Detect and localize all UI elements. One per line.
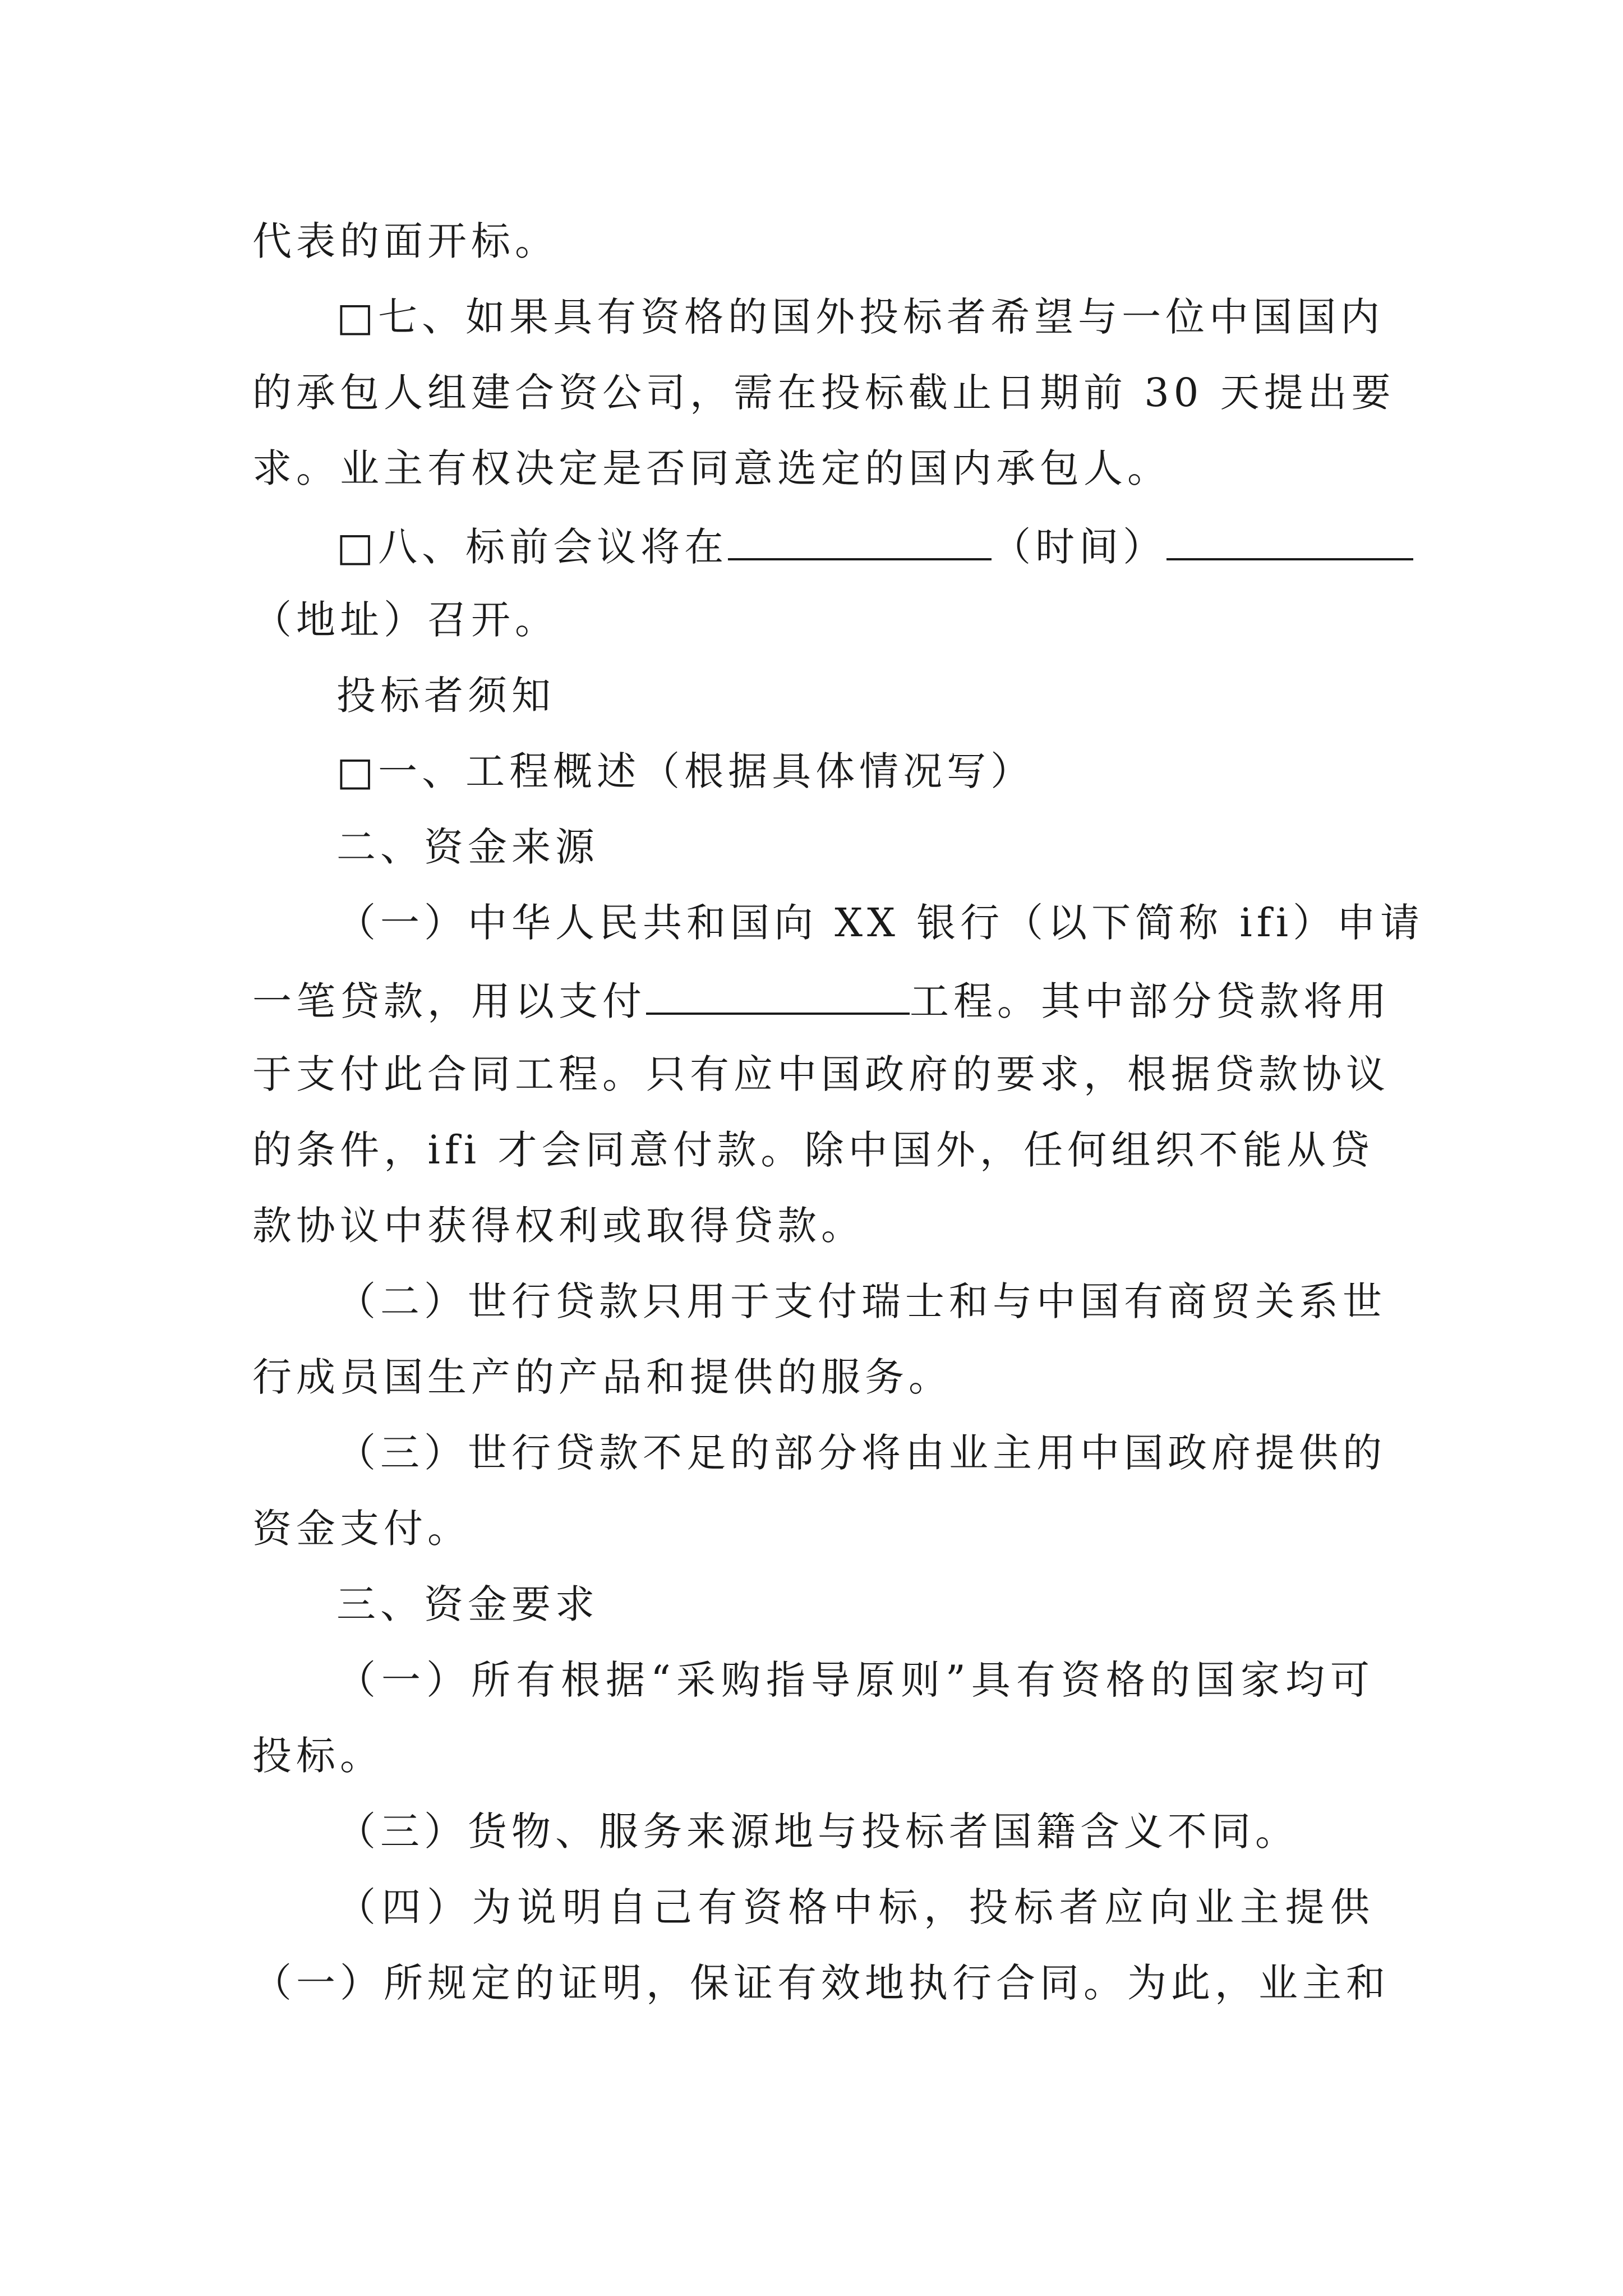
payment-prefix: 一笔贷款，用以支付 <box>252 978 646 1024</box>
section-heading-funding-source: 二、资金来源 <box>336 824 599 870</box>
address-blank-line <box>1166 519 1413 560</box>
paragraph-eight-prefix: □八、标前会议将在 <box>336 524 728 570</box>
funding-source-para-1-line-4: 的条件，ifi 才会同意付款。除中国外，任何组织不能从贷 <box>252 1127 1374 1173</box>
funding-source-para-1-line-5: 款协议中获得权利或取得贷款。 <box>252 1203 865 1249</box>
paragraph-eight-time-label: （时间） <box>992 524 1167 570</box>
section-heading-bidder-instructions: 投标者须知 <box>336 673 555 719</box>
payment-suffix: 工程。其中部分贷款将用 <box>910 978 1391 1024</box>
paragraph-eight-line-2: （地址）召开。 <box>252 597 559 643</box>
project-name-blank-line <box>646 973 910 1015</box>
funding-source-para-2-line-2: 行成员国生产的产品和提供的服务。 <box>252 1354 952 1400</box>
funding-source-para-1-line-2 <box>252 973 1391 1027</box>
funding-source-para-1-line-1: （一）中华人民共和国向 XX 银行（以下简称 ifi）申请 <box>336 900 1424 946</box>
funding-source-para-3-line-1: （三）世行贷款不足的部分将由业主用中国政府提供的 <box>336 1430 1386 1476</box>
paragraph-seven-line-3: 求。业主有权决定是否同意选定的国内承包人。 <box>252 445 1171 491</box>
text-line: 代表的面开标。 <box>252 218 559 264</box>
requirements-para-1-line-1: （一）所有根据“采购指导原则”具有资格的国家均可 <box>336 1657 1374 1703</box>
paragraph-seven-line-2: 的承包人组建合资公司，需在投标截止日期前 30 天提出要 <box>252 370 1395 416</box>
funding-source-para-3-line-2: 资金支付。 <box>252 1506 471 1552</box>
section-item-project-overview: □一、工程概述（根据具体情况写） <box>336 748 1035 794</box>
time-blank-line <box>728 519 992 560</box>
paragraph-eight-line-1 <box>336 519 1374 572</box>
section-heading-funding-requirements: 三、资金要求 <box>336 1581 599 1627</box>
requirements-para-3: （三）货物、服务来源地与投标者国籍含义不同。 <box>336 1809 1299 1855</box>
requirements-para-1-line-2: 投标。 <box>252 1733 384 1779</box>
paragraph-seven-line-1: □七、如果具有资格的国外投标者希望与一位中国国内 <box>336 294 1385 340</box>
requirements-para-4-line-1: （四）为说明自己有资格中标，投标者应向业主提供 <box>336 1884 1374 1930</box>
funding-source-para-2-line-1: （二）世行贷款只用于支付瑞士和与中国有商贸关系世 <box>336 1278 1386 1324</box>
funding-source-para-1-line-3: 于支付此合同工程。只有应中国政府的要求，根据贷款协议 <box>252 1051 1390 1097</box>
requirements-para-4-line-2: （一）所规定的证明，保证有效地执行合同。为此，业主和 <box>252 1960 1390 2006</box>
